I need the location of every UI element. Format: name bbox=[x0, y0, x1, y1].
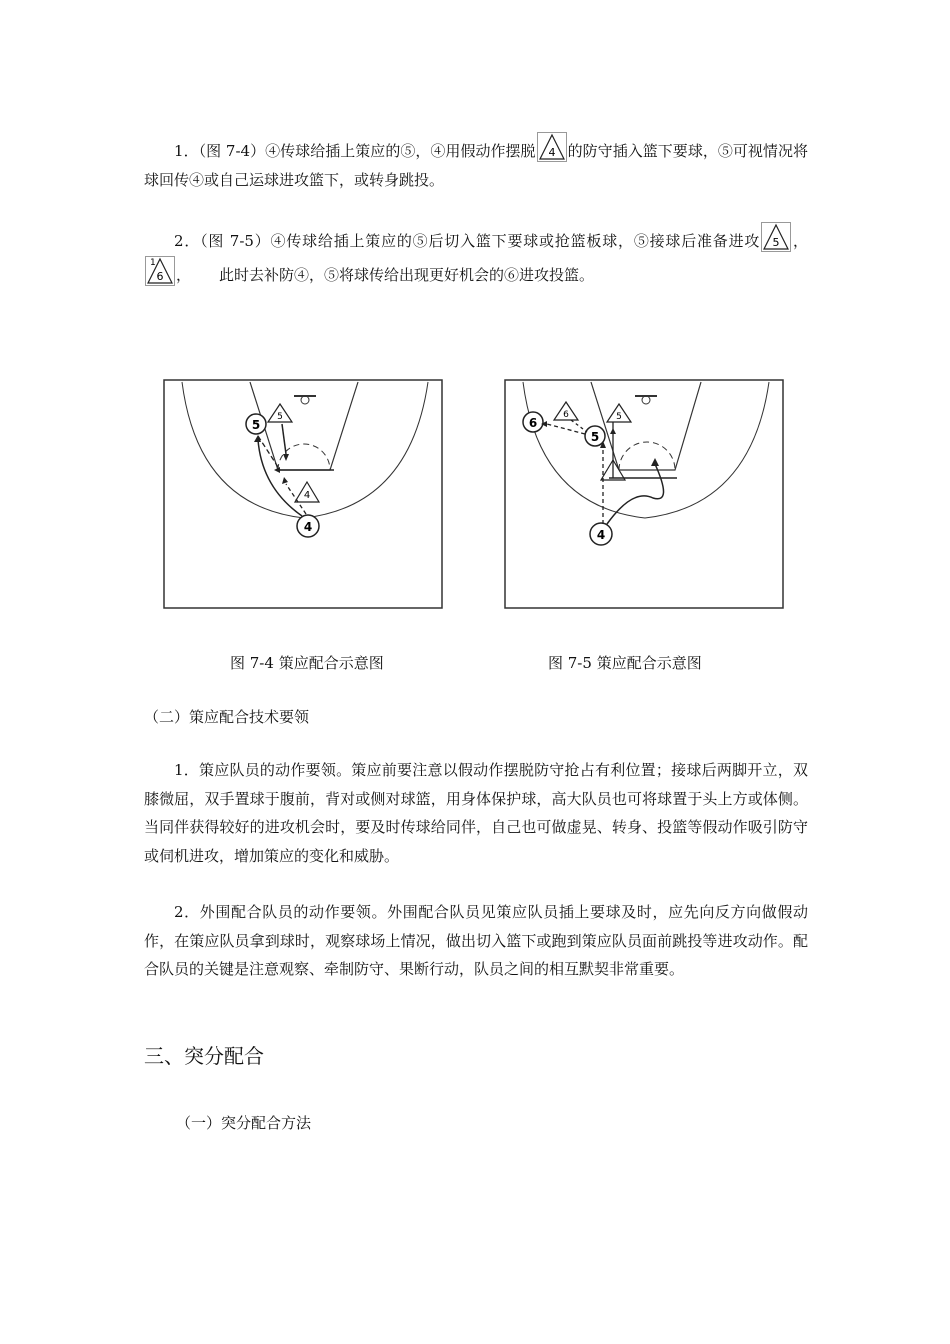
player-4 bbox=[590, 523, 612, 545]
p2-text-b: ， bbox=[176, 265, 192, 284]
p1-text-b: 的防守插入篮下要球，⑤可视情况将球回传④或自己运球进攻篮下，或转身跳投。 bbox=[144, 142, 808, 189]
defender-6-label: 6 bbox=[156, 269, 164, 283]
svg-text:6: 6 bbox=[528, 416, 538, 430]
player-5 bbox=[585, 426, 605, 446]
diagram-7-4 bbox=[162, 378, 446, 612]
svg-text:5: 5 bbox=[277, 412, 283, 422]
svg-text:4: 4 bbox=[303, 490, 311, 501]
caption-7-5: 图 7-5 策应配合示意图 bbox=[548, 654, 702, 672]
paragraph-4: 2．外围配合队员的动作要领。外围配合队员见策应队员插上要球及时，应先向反方向做假动作，在策应队员拿到球时，观察球场上情况，做出切入篮下或跑到策应队员面前跳投等进攻动作。配合队员的关键是注意观察、牵制防守、果断行动，队员之间的相互默契非常重要。 bbox=[144, 903, 808, 978]
p2-text-c: 此时去补防④，⑤将球传给出现更好机会的⑥进攻投篮。 bbox=[219, 265, 595, 284]
svg-text:5: 5 bbox=[616, 412, 622, 422]
diagram-7-5 bbox=[503, 378, 789, 612]
defender-6-mark: 1 bbox=[150, 257, 156, 268]
section3-heading: 三、突分配合 bbox=[144, 1044, 264, 1068]
paragraph-3: 1．策应队员的动作要领。策应前要注意以假动作摆脱防守抢占有利位置；接球后两脚开立，双膝微屈，双手置球于腹前，背对或侧对球篮，用身体保护球，高大队员也可将球置于头上方或体侧。当同伴获得较好的进攻机会时，要及时传球给同伴，自己也可做虚晃、转身、投篮等假动作吸引防守或伺机进攻，增加策应的变化和威胁。 bbox=[144, 761, 808, 865]
p2-sep: ， bbox=[792, 232, 808, 250]
paragraph-1 bbox=[144, 132, 808, 194]
section3-subheading: （一）突分配合方法 bbox=[176, 1114, 312, 1132]
player-6 bbox=[523, 412, 543, 432]
defender-4-label: 4 bbox=[548, 146, 556, 159]
svg-text:4: 4 bbox=[303, 520, 313, 534]
defender-4-icon bbox=[537, 132, 567, 162]
section2-title: （二）策应配合技术要领 bbox=[144, 708, 310, 726]
paragraph-2 bbox=[144, 222, 808, 289]
svg-text:5: 5 bbox=[590, 430, 600, 444]
svg-text:5: 5 bbox=[251, 418, 261, 432]
p2-text-a: 2．（图 7-5）④传球给插上策应的⑤后切入篮下要球或抢篮板球，⑤接球后准备进攻 bbox=[174, 232, 761, 250]
player-5 bbox=[246, 414, 266, 434]
caption-7-4: 图 7-4 策应配合示意图 bbox=[230, 654, 384, 672]
svg-text:4: 4 bbox=[596, 528, 606, 542]
p1-text-a: 1．（图 7-4）④传球给插上策应的⑤，④用假动作摆脱 bbox=[174, 142, 536, 160]
defender-5-icon bbox=[761, 222, 791, 252]
defender-5-label: 5 bbox=[772, 236, 780, 249]
svg-text:6: 6 bbox=[563, 410, 569, 420]
defender-6-icon bbox=[145, 256, 175, 286]
player-4 bbox=[297, 515, 319, 537]
